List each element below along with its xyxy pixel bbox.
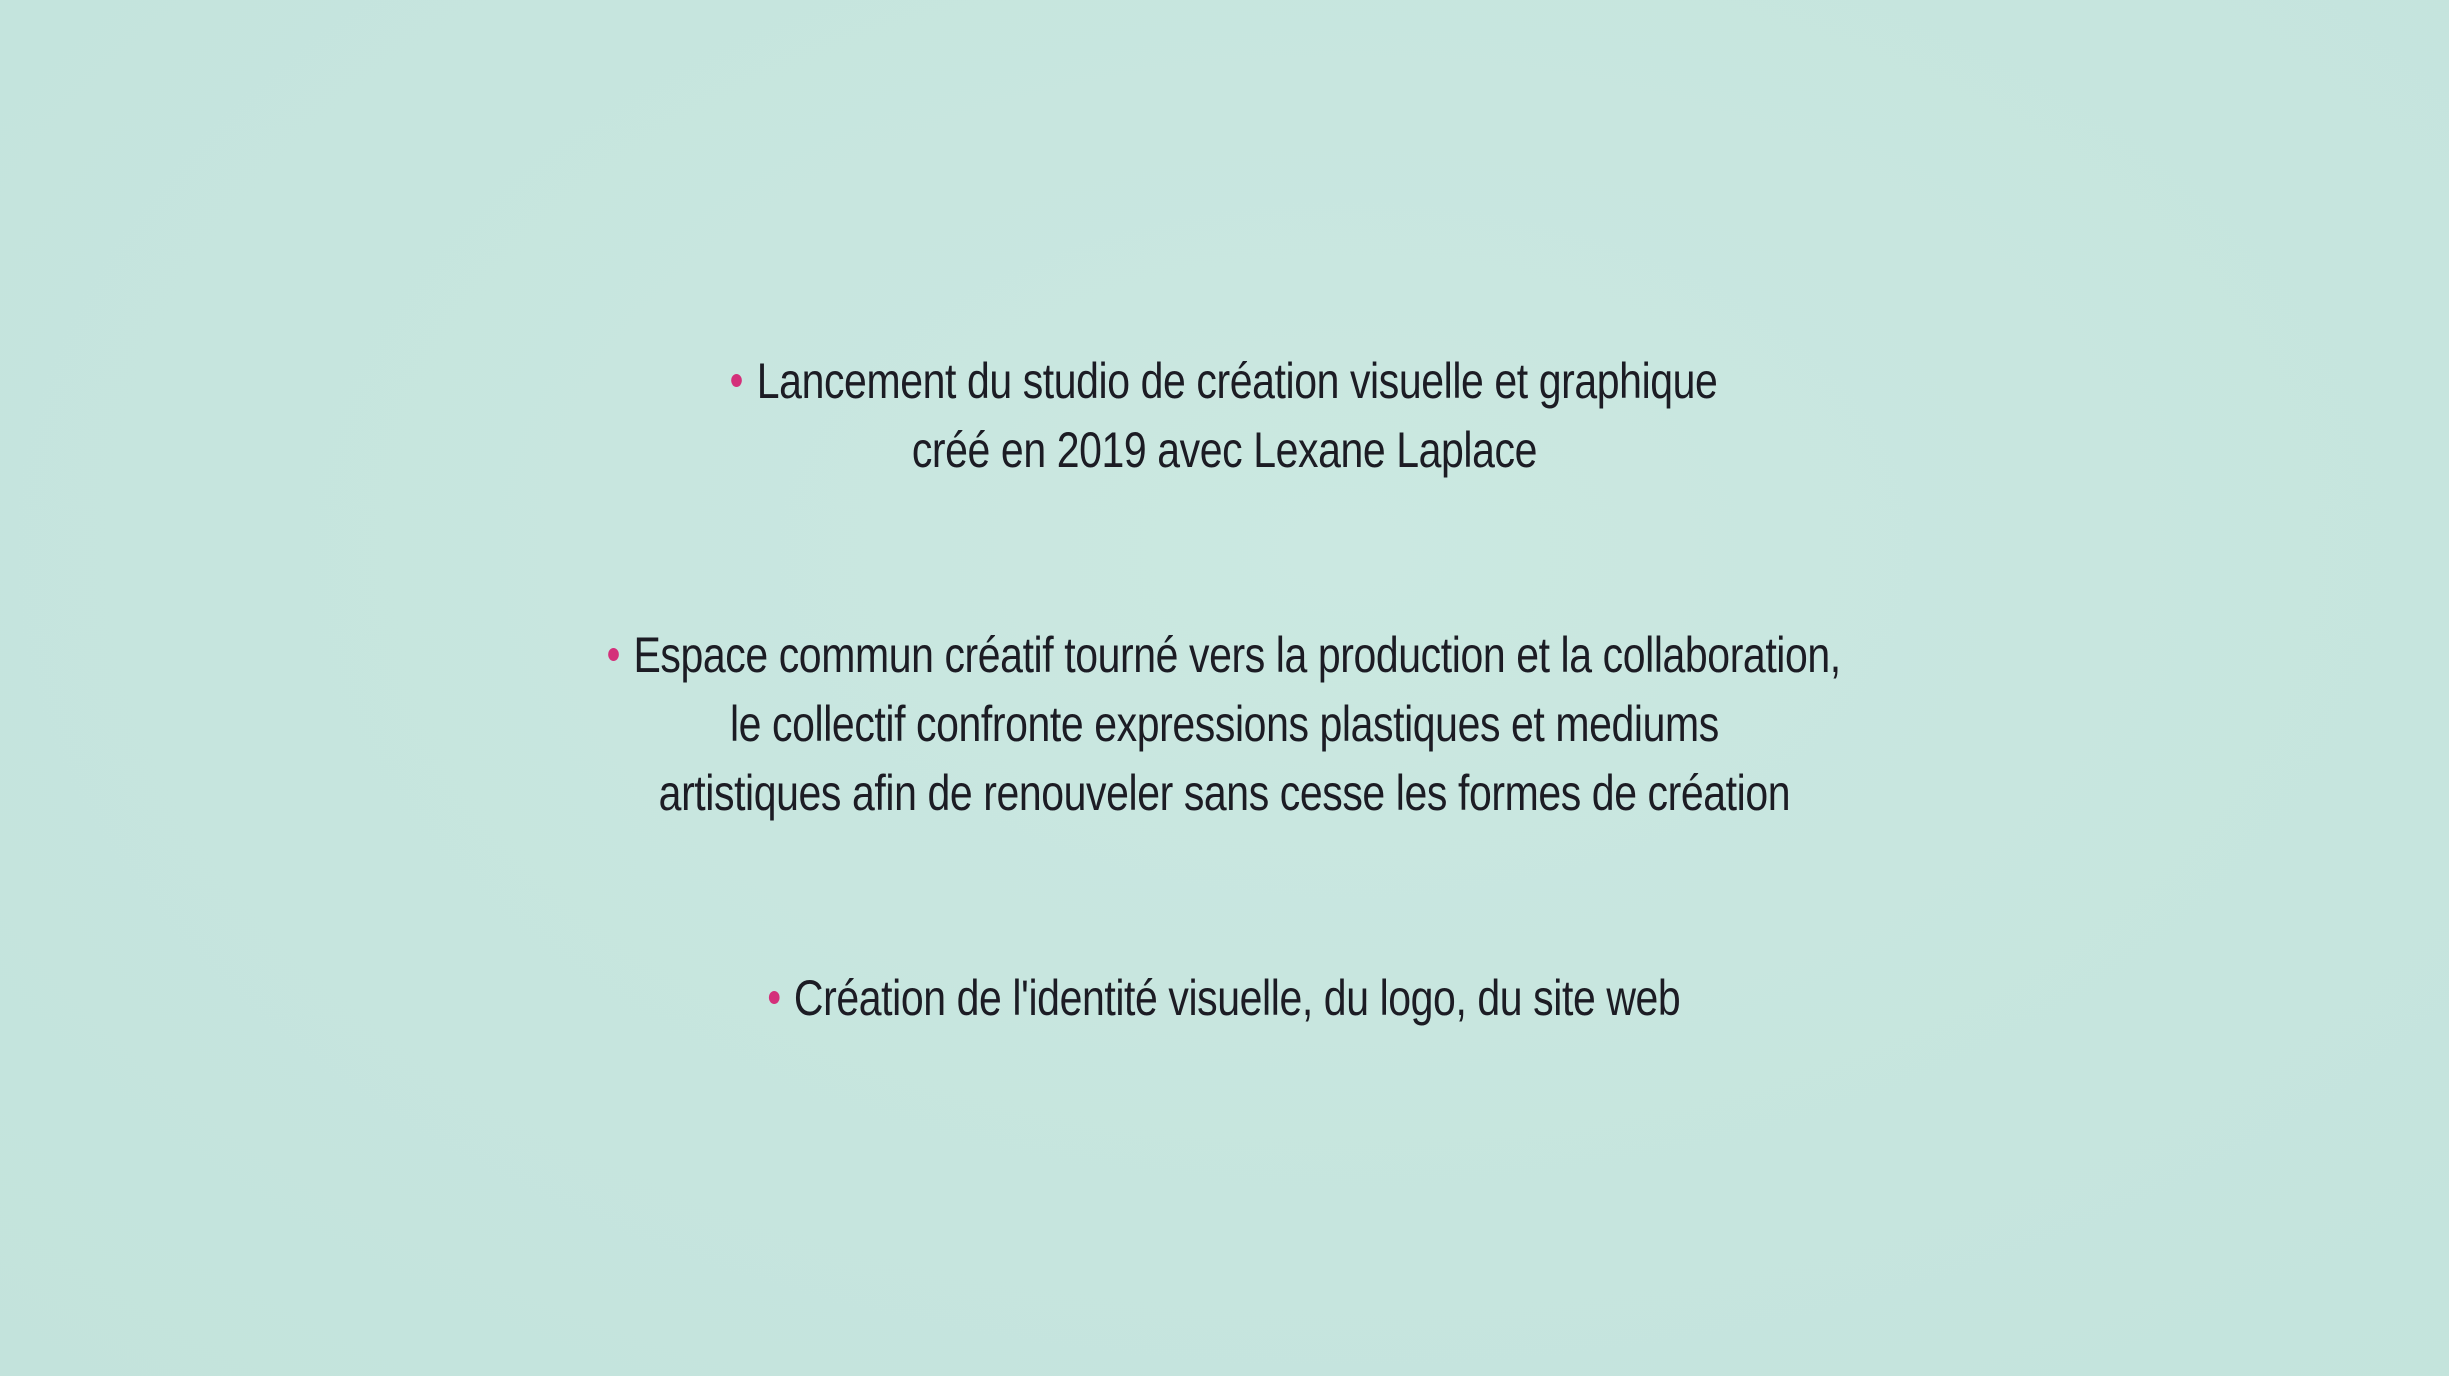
bullet-line: créé en 2019 avec Lexane Laplace [911, 422, 1537, 478]
bullet-item-studio-launch [220, 347, 2228, 485]
bullet-text: Lancement du studio de création visuelle et graphique [756, 353, 1718, 409]
bullet-line [220, 964, 2228, 1033]
bullet-line: artistiques afin de renouveler sans cesse les formes de création [658, 765, 1791, 821]
bullet-item-collective [220, 621, 2228, 828]
bullet-text: Création de l'identité visuelle, du logo, du site web [793, 970, 1681, 1026]
bullet-dot-icon [608, 648, 619, 661]
bullet-line [220, 621, 2228, 690]
bullet-dot-icon [731, 374, 742, 387]
bullet-dot-icon [769, 991, 780, 1004]
bullet-text: Espace commun créatif tourné vers la production et la collaboration, [633, 627, 1841, 683]
bullet-line [220, 347, 2228, 416]
bullet-line: le collectif confronte expressions plastiques et mediums [729, 696, 1719, 752]
bullet-item-identity [220, 964, 2228, 1033]
